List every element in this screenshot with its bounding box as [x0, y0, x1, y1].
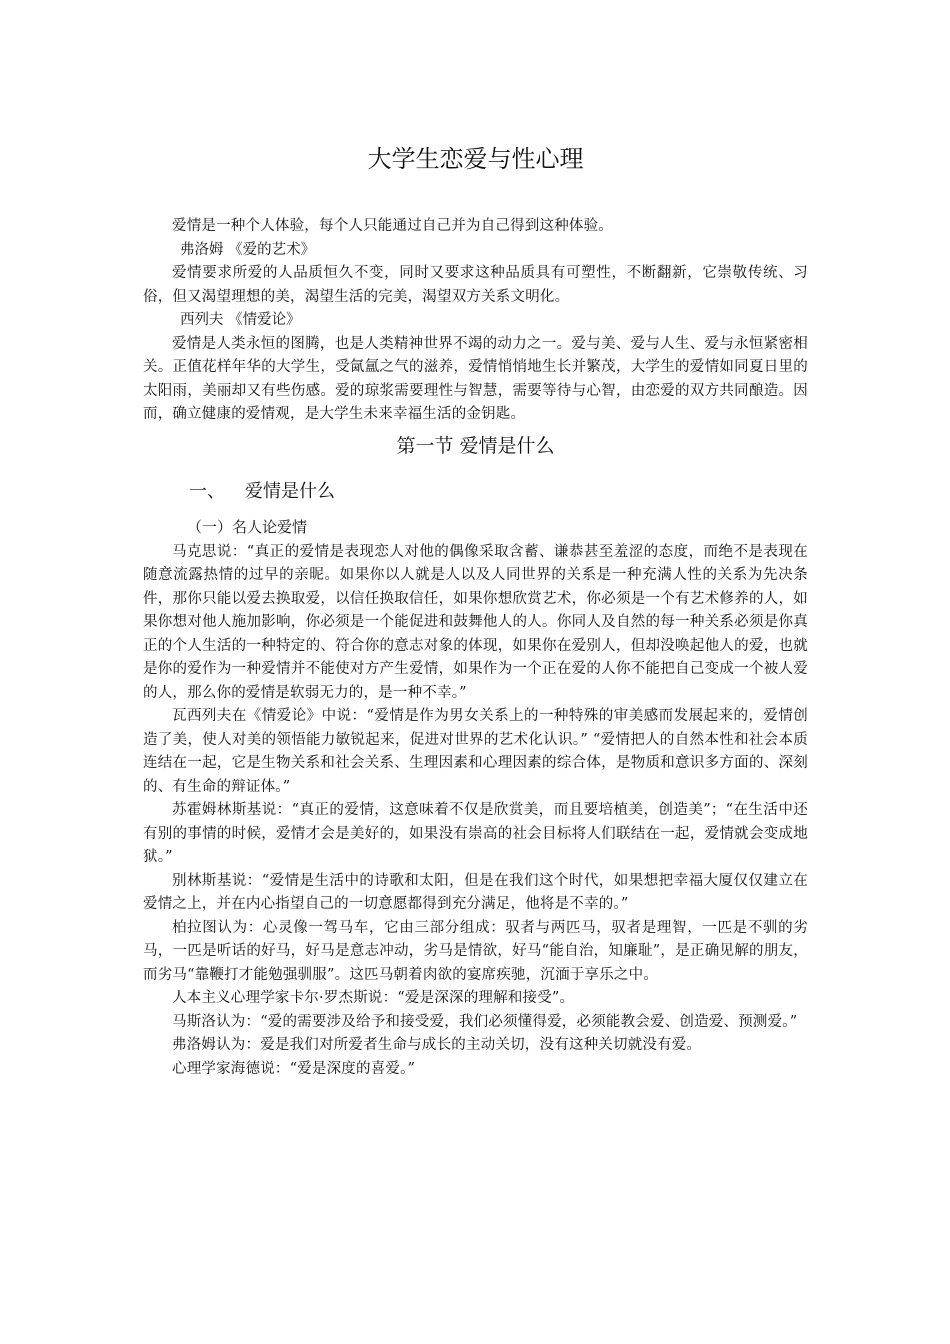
document-title: 大学生恋爱与性心理: [367, 145, 584, 173]
quote-paragraph-heider: 心理学家海德说：“爱是深度的喜爱。”: [172, 1060, 416, 1077]
section-title: 第一节 爱情是什么: [396, 434, 555, 457]
quote-paragraph-fromm: 弗洛姆认为：爱是我们对所爱者生命与成长的主动关切，没有这种关切就没有爱。: [172, 1037, 702, 1053]
quote-paragraph-marx: 马克思说：“真正的爱情是表现恋人对他的偶像采取含蓄、谦恭甚至羞涩的态度，而绝不是表现在随意流露热情的过早的亲昵。如果你以人就是人以及人同世界的关系是一种充满人性的关系为先决条件，那你只能以爱去换取爱，以信任换取信任，如果你想欣赏艺术，你必须是一个有艺术修养的人，如果你想对他人施加影响，你必须是一个能促进和鼓舞他人的人。你同人及自然的每一种关系必须是你真正的个人生活的一种特定的、符合你的意志对象的体现，如果你在爱别人，但却没唤起他人的爱，也就是你的爱作为一种爱情并不能使对方产生爱情，如果作为一个正在爱的人你不能把自己变成一个被人爱的人，那么你的爱情是软弱无力的，是一种不幸。”: [143, 543, 808, 701]
epigraph-1-source: 弗洛姆 《爱的艺术》: [180, 241, 316, 258]
section-heading-text: 爱情是什么: [245, 480, 335, 502]
quote-paragraph-vasilev: 瓦西列夫在《情爱论》中说：“爱情是作为男女关系上的一种特殊的审美感而发展起来的，爱情创造了美，使人对美的领悟能力敏锐起来，促进对世界的艺术化认识。” “爱情把人的自然本性和社会本质连结在一起，它是生物关系和社会关系、生理因素和心理因素的综合体，是物质和意识多方面的、深刻的、有生命的辩证体。”: [143, 708, 808, 795]
quote-paragraph-rogers: 人本主义心理学家卡尔·罗杰斯说：“爱是深深的理解和接受”。: [172, 990, 575, 1006]
page-content: [143, 143, 808, 1081]
epigraph-1-text: 爱情是一种个人体验，每个人只能通过自己并为自己得到这种体验。: [172, 218, 613, 234]
quote-paragraph-maslow: 马斯洛认为：“爱的需要涉及给予和接受爱，我们必须懂得爱，必须能教会爱、创造爱、预测爱。”: [172, 1013, 798, 1030]
quote-paragraph-plato: 柏拉图认为：心灵像一驾马车，它由三部分组成：驭者与两匹马，驭者是理智，一匹是不驯的劣马，一匹是听话的好马，好马是意志冲动，劣马是情欲，好马“能自治，知廉耻”，是正确见解的朋友，而劣马“靠鞭打才能勉强驯服”。这匹马朝着肉欲的宴席疾驰，沉湎于享乐之中。: [143, 919, 808, 983]
subheading: （一）名人论爱情: [187, 517, 308, 536]
quote-paragraph-belinsky: 别林斯基说：“爱情是生活中的诗歌和太阳，但是在我们这个时代，如果想把幸福大厦仅仅建立在爱情之上，并在内心指望自己的一切意愿都得到充分满足，他将是不幸的。”: [143, 872, 808, 912]
intro-paragraph: 爱情是人类永恒的图腾，也是人类精神世界不竭的动力之一。爱与美、爱与人生、爱与永恒紧密相关。正值花样年华的大学生，受氤氲之气的滋养，爱情悄悄地生长并繁茂，大学生的爱情如同夏日里的太阳雨，美丽却又有些伤感。爱的琼浆需要理性与智慧，需要等待与心智，由恋爱的双方共同酿造。因而，确立健康的爱情观，是大学生未来幸福生活的金钥匙。: [143, 335, 808, 422]
epigraph-2-text: 爱情要求所爱的人品质恒久不变，同时又要求这种品质具有可塑性，不断翻新，它崇敬传统、习俗，但又渴望理想的美，渴望生活的完美，渴望双方关系文明化。: [143, 265, 808, 305]
quote-paragraph-sukhomlinsky: 苏霍姆林斯基说：“真正的爱情，这意味着不仅是欣赏美，而且要培植美，创造美”；“在生活中还有别的事情的时候，爱情才会是美好的，如果没有崇高的社会目标将人们联结在一起，爱情就会变成地狱。”: [143, 802, 808, 865]
section-heading: [143, 477, 808, 507]
section-heading-number: 一、: [189, 480, 225, 502]
epigraph-2-source: 西列夫 《情爱论》: [180, 312, 301, 328]
